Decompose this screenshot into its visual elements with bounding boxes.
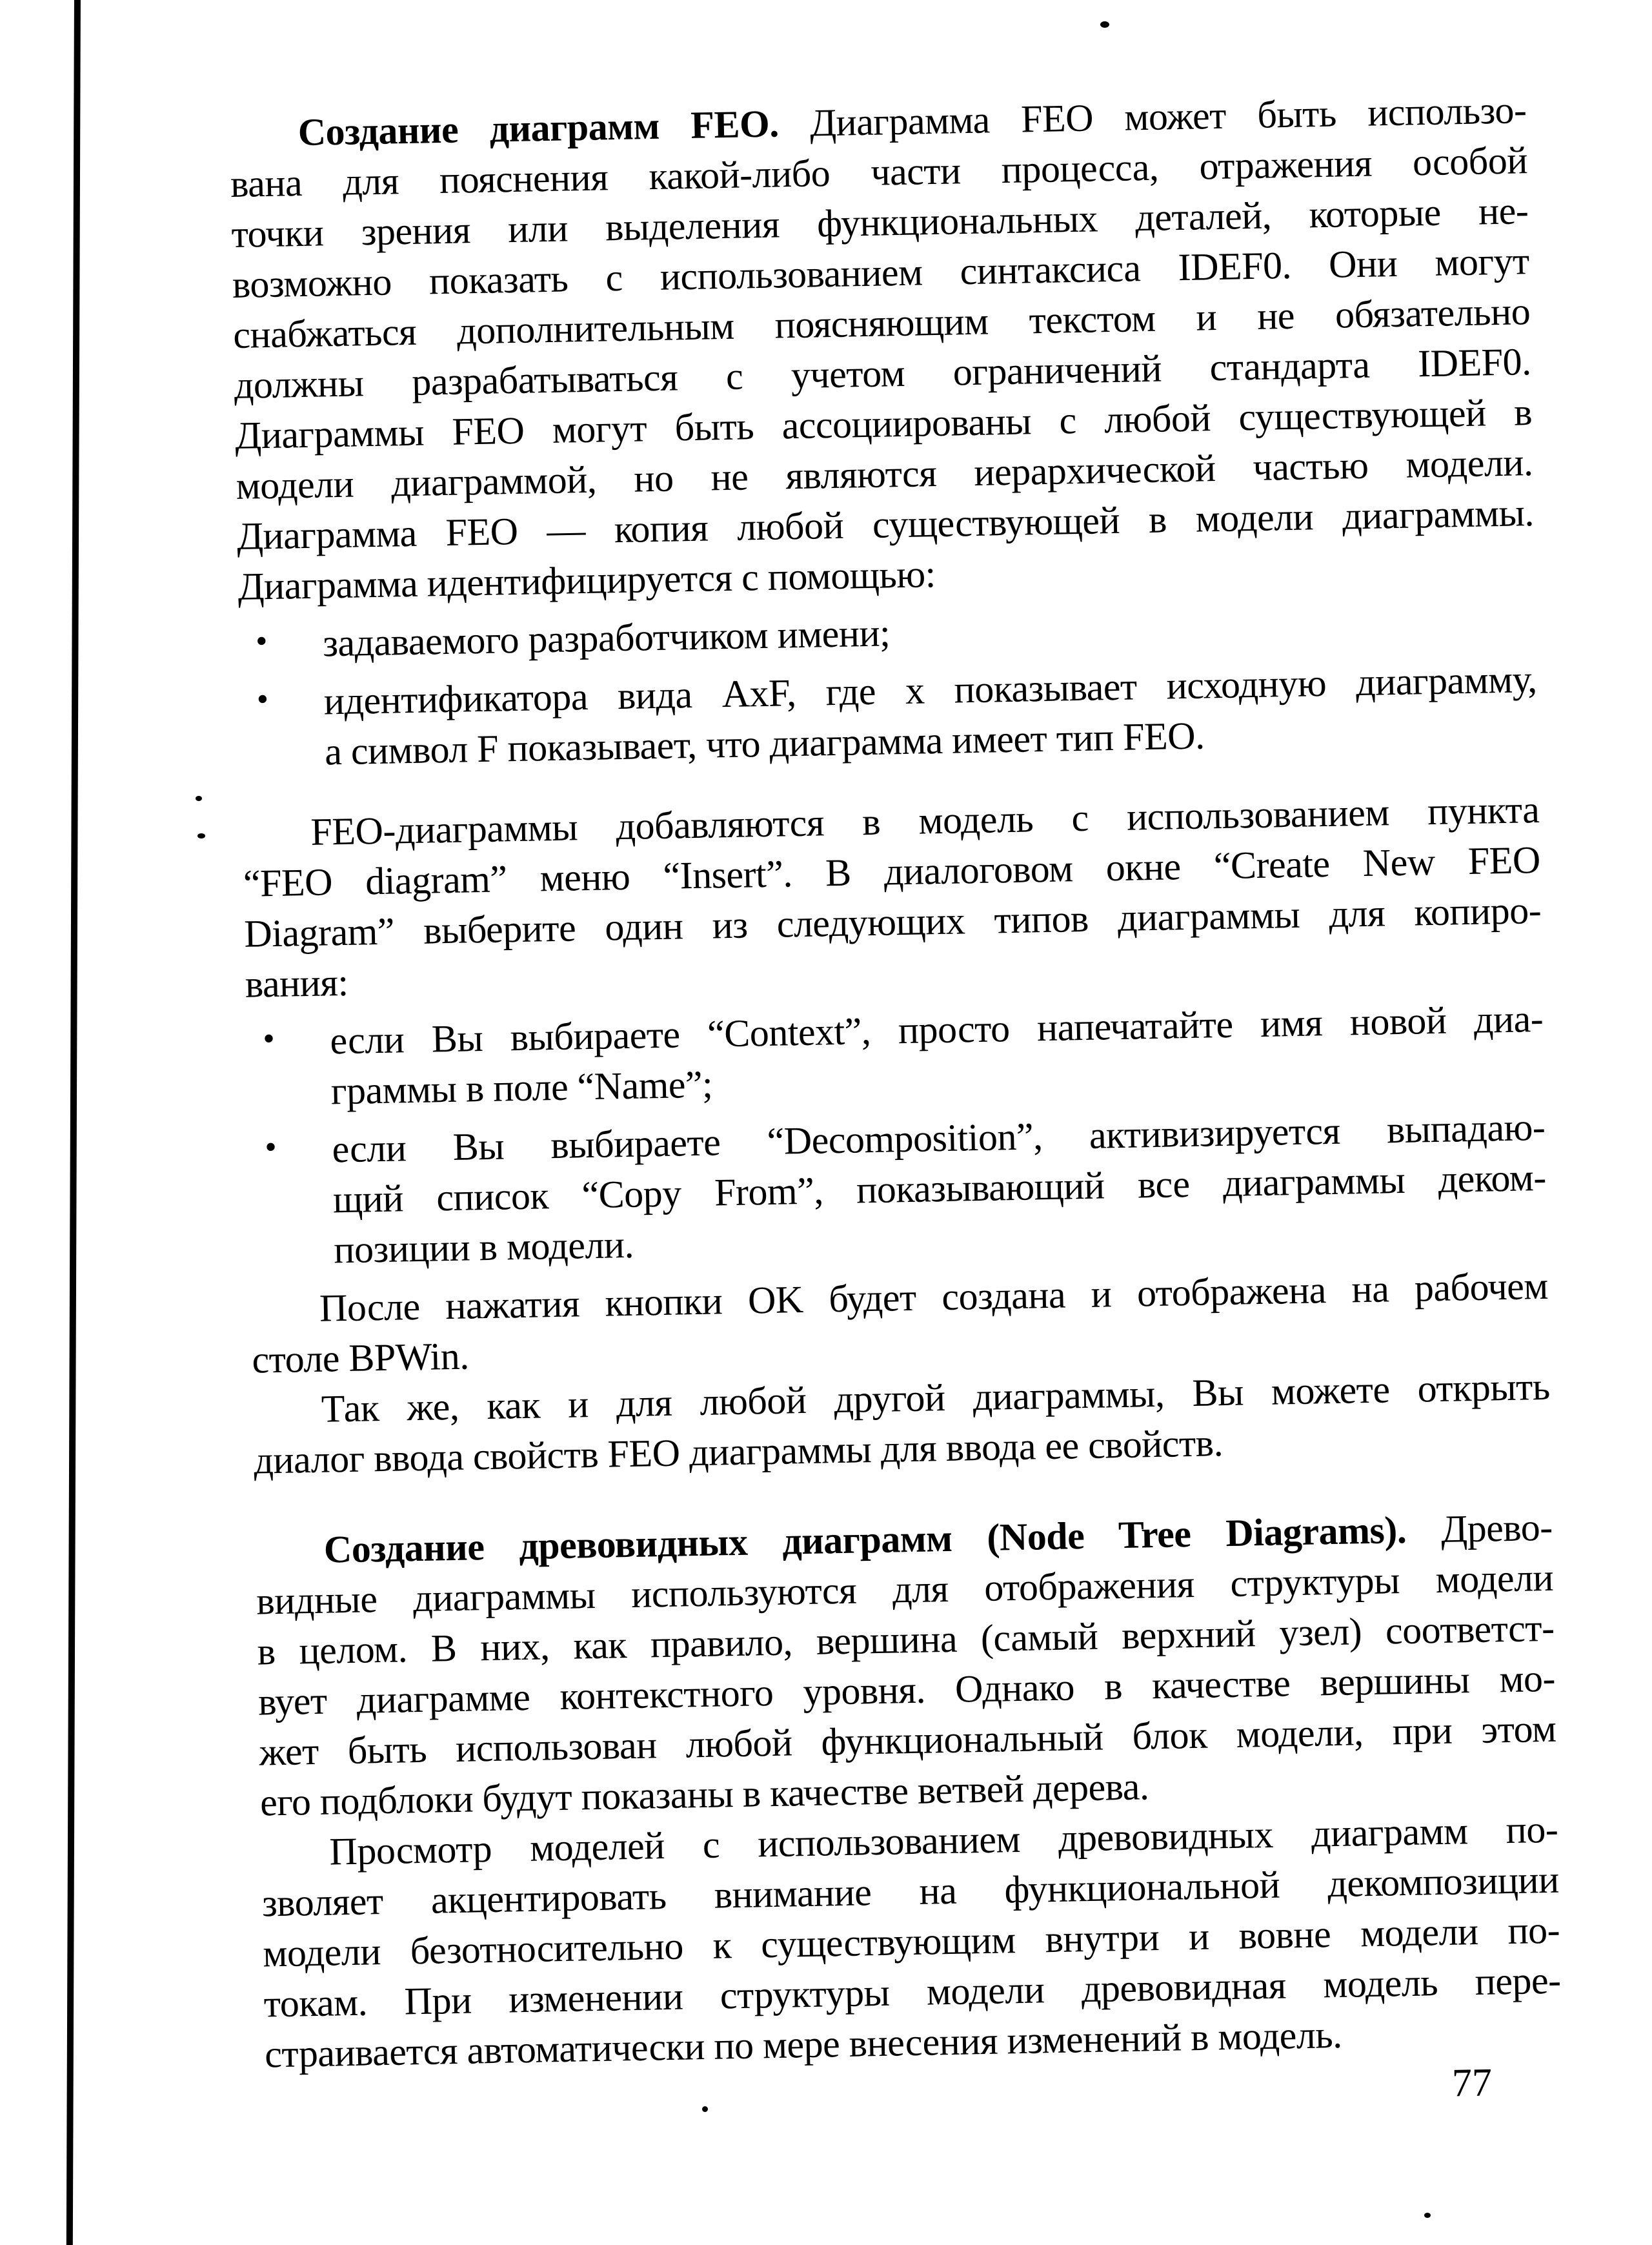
bullet-icon: • xyxy=(256,681,269,718)
text-line: Так же, как и для любой другой диаграммы, Вы можете открыть xyxy=(321,1365,1551,1430)
list-item xyxy=(239,654,1538,778)
scan-speck xyxy=(1424,2213,1431,2218)
text-line: его подблоки будут показаны в качестве ветвей дерева. xyxy=(259,1765,1149,1824)
text-line: “FEO diagram” меню “Insert”. В диалоговом окне “Create New FEO xyxy=(243,838,1541,905)
text-line: вания: xyxy=(245,960,349,1006)
scan-speck xyxy=(197,833,205,838)
text-line: токам. При изменении структуры модели древовидная модель пере- xyxy=(263,1958,1562,2026)
list-item xyxy=(246,993,1545,1118)
text-block xyxy=(229,85,1562,2079)
text-line: граммы в поле “Name”; xyxy=(330,1062,713,1113)
text-line: если Вы выбираете “Context”, просто напечатайте имя новой диа- xyxy=(329,997,1544,1062)
text-line: Создание древовидных диаграмм (Node Tree Diagrams). Древо- xyxy=(323,1505,1553,1571)
text-line: идентификатора вида AxF, где x показывает исходную диаграмму, xyxy=(323,658,1538,723)
text-line: Диаграмма идентифицируется с помощью: xyxy=(237,553,936,608)
text-line: точки зрения или выделения функциональных деталей, которые не- xyxy=(230,189,1529,256)
text-line: видные диаграммы используются для отображения структуры модели xyxy=(256,1556,1554,1623)
text-line: Diagram” выберите один из следующих типов диаграммы для копиро- xyxy=(243,888,1542,955)
text-line: модели безотносительно к существующим внутри и вовне модели по- xyxy=(262,1908,1560,1975)
bullet-icon: • xyxy=(255,623,268,660)
scan-speck xyxy=(702,2106,708,2112)
text-line: Диаграмма FEO — копия любой существующей в модели диаграммы. xyxy=(236,491,1535,558)
paragraph-lead-bold: Создание древовидных диаграмм (Node Tree Diagrams). xyxy=(323,1508,1407,1571)
paragraph xyxy=(261,1804,1562,2080)
text-line: модели диаграммой, но не являются иерархической частью модели. xyxy=(236,441,1533,507)
text-line: страивается автоматически по мере внесения изменений в модель. xyxy=(264,2013,1343,2076)
text-line: задаваемого разработчиком имени; xyxy=(322,611,891,665)
text-line: Просмотр моделей с использованием древовидных диаграмм по- xyxy=(328,1807,1558,1873)
text-line: зволяет акцентировать внимание на функциональной декомпозиции xyxy=(261,1858,1560,1925)
paragraph xyxy=(255,1502,1557,1828)
scan-speck xyxy=(1100,21,1109,28)
text-line: жет быть использован любой функциональный блок модели, при этом xyxy=(259,1707,1556,1774)
text-line: После нажатия кнопки OK будет создана и отображена на рабочем xyxy=(319,1264,1549,1330)
text-line: позиции в модели. xyxy=(333,1223,634,1272)
text-line: а символ F показывает, что диаграмма имеет тип FEO. xyxy=(324,714,1205,773)
text-line: возможно показать с использованием синтаксиса IDEF0. Они могут xyxy=(232,239,1530,306)
bullet-icon: • xyxy=(262,1020,275,1058)
scan-binding-line xyxy=(66,0,81,2245)
text-line: FEO-диаграммы добавляются в модель с использованием пункта xyxy=(310,787,1540,853)
list-item xyxy=(248,1102,1547,1277)
text-line: вана для пояснения какой-либо части процесса, отражения особой xyxy=(230,139,1528,205)
text-line: в целом. В них, как правило, вершина (самый верхний узел) соответст- xyxy=(257,1606,1555,1673)
paragraph xyxy=(242,784,1542,1010)
scan-speck xyxy=(196,796,202,801)
text-line: диалог ввода свойств FEO диаграммы для ввода ее свойств. xyxy=(253,1421,1224,1482)
text-line: столе BPWin. xyxy=(251,1334,470,1381)
text-line: снабжаться дополнительным поясняющим текстом и не обязательно xyxy=(232,290,1531,356)
bullet-icon: • xyxy=(264,1128,277,1166)
page-number: 77 xyxy=(1451,2060,1493,2106)
text-line: вует диаграмме контекстного уровня. Однако в качестве вершины мо- xyxy=(257,1656,1556,1723)
text-line: Создание диаграмм FEO. Диаграмма FEO может быть использо- xyxy=(297,88,1527,154)
paragraph xyxy=(229,85,1535,612)
text-line: Диаграммы FEO могут быть ассоциированы с любой существующей в xyxy=(234,391,1533,457)
paragraph-lead-bold: Создание диаграмм FEO. xyxy=(297,102,780,154)
text-line: щий список “Copy From”, показывающий все диаграммы деком- xyxy=(332,1155,1547,1221)
text-line: должны разрабатываться с учетом ограничений стандарта IDEF0. xyxy=(234,340,1532,407)
text-line: если Вы выбираете “Decomposition”, активизируется выпадаю- xyxy=(331,1105,1546,1171)
